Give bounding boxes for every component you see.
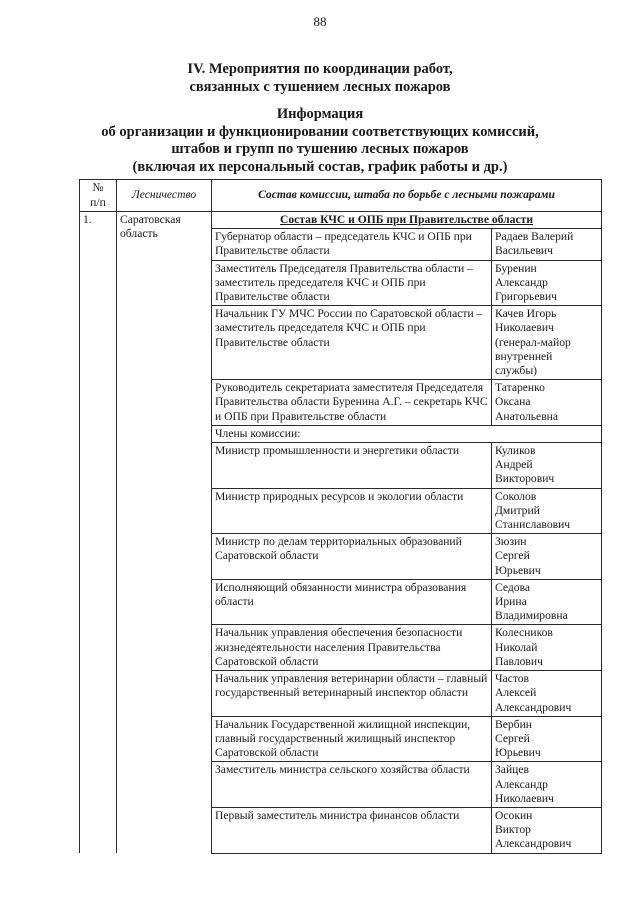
name-cell: Качев Игорь Николаевич (генерал-майор внутренней службы) (492, 306, 602, 380)
name-cell: Соколов Дмитрий Станиславович (492, 488, 602, 534)
position-cell: Начальник ГУ МЧС России по Саратовской области – заместитель председателя КЧС и ОПБ при Правительстве области (212, 306, 492, 380)
members-label: Члены комиссии: (212, 425, 602, 442)
name-cell: Седова Ирина Владимировна (492, 579, 602, 625)
position-cell: Заместитель Председателя Правительства области – заместитель председателя КЧС и ОПБ при Правительстве области (212, 260, 492, 306)
position-cell: Начальник управления обеспечения безопасности жизнедеятельности населения Правительства Саратовской области (212, 625, 492, 671)
info-title: Информация (276, 106, 364, 122)
section-heading: Состав КЧС и ОПБ при Правительстве области (212, 212, 602, 229)
position-cell: Заместитель министра сельского хозяйства области (212, 762, 492, 808)
name-cell: Зайцев Александр Николаевич (492, 762, 602, 808)
info-subtitle-line-1: об организации и функционировании соответствующих комиссий, (101, 123, 539, 140)
name-cell: Татаренко Оксана Анатольевна (492, 380, 602, 426)
position-cell: Начальник управления ветеринарии области – главный государственный ветеринарный инспектор области (212, 671, 492, 717)
table-body (80, 212, 602, 854)
header-forestry: Лесничество (117, 180, 212, 212)
position-cell: Начальник Государственной жилищной инспекции, главный государственный жилищный инспектор Саратовской области (212, 716, 492, 762)
header-number: № п/п (80, 180, 117, 212)
row-number: 1. (80, 212, 117, 854)
table-row (80, 212, 602, 229)
forestry-name: Саратовская область (117, 212, 212, 854)
info-subtitle-line-3: (включая их персональный состав, график работы и др.) (132, 158, 508, 175)
name-cell: Буренин Александр Григорьевич (492, 260, 602, 306)
header-composition: Состав комиссии, штаба по борьбе с лесными пожарами (212, 180, 602, 212)
position-cell: Первый заместитель министра финансов области (212, 807, 492, 853)
name-cell: Радаев Валерий Васильевич (492, 229, 602, 260)
position-cell: Министр природных ресурсов и экологии области (212, 488, 492, 534)
position-cell: Губернатор области – председатель КЧС и ОПБ при Правительстве области (212, 229, 492, 260)
name-cell: Зюзин Сергей Юрьевич (492, 534, 602, 580)
position-cell: Министр по делам территориальных образований Саратовской области (212, 534, 492, 580)
info-heading (0, 106, 640, 176)
name-cell: Частов Алексей Александрович (492, 671, 602, 717)
name-cell: Куликов Андрей Викторович (492, 443, 602, 489)
position-cell: Исполняющий обязанности министра образования области (212, 579, 492, 625)
name-cell: Колесников Николай Павлович (492, 625, 602, 671)
position-cell: Руководитель секретариата заместителя Председателя Правительства области Буренина А.Г. – секретарь КЧС и ОПБ при Правительстве области (212, 380, 492, 426)
info-subtitle-line-2: штабов и групп по тушению лесных пожаров (171, 141, 469, 157)
name-cell: Осокин Виктор Александрович (492, 807, 602, 853)
section-title: IV. Мероприятия по координации работ, связанных с тушением лесных пожаров (187, 61, 453, 95)
table-header-row (80, 180, 602, 212)
page-number: 88 (313, 14, 327, 29)
name-cell: Вербин Сергей Юрьевич (492, 716, 602, 762)
position-cell: Министр промышленности и энергетики области (212, 443, 492, 489)
commission-table (79, 179, 602, 854)
